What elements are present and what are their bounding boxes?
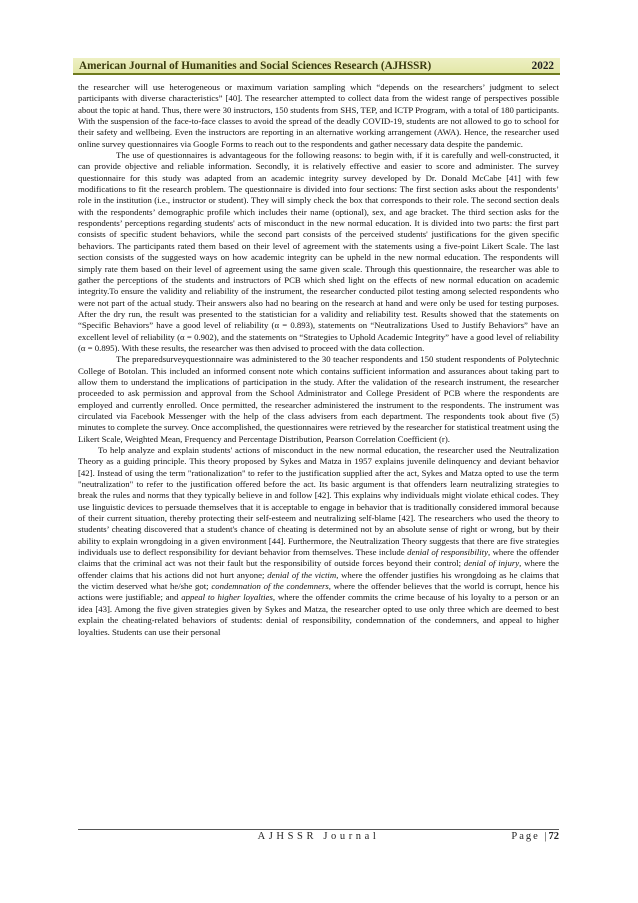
text-run: , where the offender justifies his wrongdoing as he claims that the victim deserved what he/she got; <box>78 569 559 592</box>
text-run: , where the offender claims that his actions did not hurt anyone; <box>78 558 559 580</box>
term-appeal-to-higher-loyalties: appeal to higher loyalties <box>181 592 273 603</box>
article-body <box>78 82 559 824</box>
term-denial-of-injury: denial of injury <box>463 558 520 569</box>
footer-journal-name: AJHSSR Journal <box>257 831 380 842</box>
text-run: To help analyze and explain students' actions of misconduct in the new normal education, the researcher used the Neutralization Theory as a guiding principle. This theory proposed by Sykes and Matza in 1957 explains juvenile delinquency and deviant behavior [42]. Instead of using the term "rationalization" to refer to the justification supplied after the act, Sykes and Matza opted to use the term "neutralization" to refer to the justification offered before the act. Its basic argument is that offenders learn neutralizing strategies to break the rules and norms that they typically believe in and follow [42]. This explains why individuals might violate ethical codes. They use linguistic devices to persuade themselves that it is acceptable to engage in behavior that is traditionally considered immoral because of their current situation, thereby protecting their self-esteem and neutralizing self-blame [42]. The researchers who used the theory to students’ cheating discovered that a student's chance of cheating is determined not by an absolute sense of right or wrong, but by their ability to explain wrongdoing in a given environment [44]. Furthermore, the Neutralization Theory suggests that there are five strategies individuals use to deflect responsibility for deviant behavior from themselves. These include <box>78 445 559 558</box>
publication-year: 2022 <box>531 59 554 72</box>
page-footer <box>78 829 559 844</box>
page-number-label <box>511 831 559 842</box>
term-denial-of-the-victim: denial of the victim <box>267 569 337 580</box>
page-prefix: Page | <box>511 831 549 842</box>
running-header <box>73 58 560 75</box>
text-run: , where the offender claims that the criminal act was not their fault but the responsibility of outside forces beyond their control; <box>78 547 559 569</box>
paragraph-neutralization-theory <box>78 445 559 638</box>
term-denial-of-responsibility: denial of responsibility <box>407 547 488 558</box>
paragraph-questionnaire: The use of questionnaires is advantageous for the following reasons: to begin with, if it is carefully and well-constructed, it can provide objective and reliable information. Secondly, it is relatively effective and easier to score and administer. The survey questionnaire for this study was adapted from an academic integrity survey developed by Dr. Donald McCabe [41] with few modifications to fit the research problem. The questionnaire is divided into four sections: The first section asks about the respondents’ role in the institution (i.e., instructor or student). They will simply check the box that corresponds to their role. The second section deals with the respondents’ demographic profile which includes their name (optional), sex, and age bracket. The third section asks for the respondents’ perceptions regarding students' acts of misconduct in the new normal education. It is divided into two parts: the first part consists of specific student behaviors, while the second part consists of the perceived students' justifications for the given specific behaviors. The participants rated them based on their level of agreement with the statements using a five-point Likert Scale. The last section consists of the suggested ways on how academic integrity can be upheld in the new normal education. The respondents will simply rate them based on their level of agreement using the same given scale. Through this questionnaire, the researcher was able to gather the perceptions of the students and instructors of PCB which shed light on the effects of new normal education on academic integrity.To ensure the validity and reliability of the instrument, the researcher conducted pilot testing among selected respondents who were not part of the actual study. Their answers also had no bearing on the research at hand and were only be used for testing purposes. After the dry run, the result was presented to the statistician for a validity and reliability test. Results showed that the statements on “Specific Behaviors” have a good level of reliability (α = 0.893), statements on “Neutralizations Used to Justify Behaviors” have an excellent level of reliability (α = 0.902), and the statements on “Strategies to Uphold Academic Integrity” have a good level of reliability (α = 0.895). With these results, the researcher was then advised to proceed with the data collection. <box>78 150 559 353</box>
page-number: 72 <box>548 831 559 842</box>
text-run: , where the offender commits the crime because of his loyalty to a person or an idea [43]. Among the five given strategies given by Sykes and Matza, the researcher opted to use only three which are deemed to best explain the cheating-related behaviors of students: denial of responsibility, condemnation of the condemners, and appeal to higher loyalties. Students can use their personal <box>78 592 559 637</box>
paragraph-administration: The preparedsurveyquestionnaire was administered to the 30 teacher respondents and 150 student respondents of Polytechnic College of Botolan. This included an informed consent note which contains sufficient information and assurances about taking part to allow them to understand the implications of participation in the study. After the validation of the research instrument, the researcher proceeded to ask permission and approval from the School Administrator and College President of PCB where the respondents are employed and currently enrolled. Once permitted, the researcher administered the instrument to the respondents. The instrument was circulated via Facebook Messenger with the help of the class advisers from each department. The respondents took about five (5) minutes to complete the survey. Once accomplished, the questionnaires were retrieved by the researcher for statistical treatment using the Likert Scale, Weighted Mean, Frequency and Percentage Distribution, Pearson Correlation Coefficient (r). <box>78 354 559 444</box>
text-run: , where the offender believes that the world is corrupt, hence his actions were justifiable; and <box>78 581 559 603</box>
term-condemnation-of-condemners: condemnation of the condemners <box>211 581 329 592</box>
paragraph-sampling: the researcher will use heterogeneous or maximum variation sampling which “depends on the researchers’ judgment to select participants with diverse characteristics” [40]. The researcher attempted to collect data from the widest range of perspectives possible about the topic at hand. Thus, there were 30 instructors, 150 students from SHS, TEP, and ICTP Program, with a total of 180 participants. With the suspension of the face-to-face classes to avoid the spread of the deadly COVID-19, students are not allowed to go to school for their safety and wellbeing. Even the instructors are reporting in an alternative working arrangement (AWA). Hence, the researcher used online survey questionnaires via Google Forms to reach out to the respondents and gather necessary data despite the pandemic. <box>78 82 559 149</box>
journal-title: American Journal of Humanities and Social Sciences Research (AJHSSR) <box>79 59 432 72</box>
